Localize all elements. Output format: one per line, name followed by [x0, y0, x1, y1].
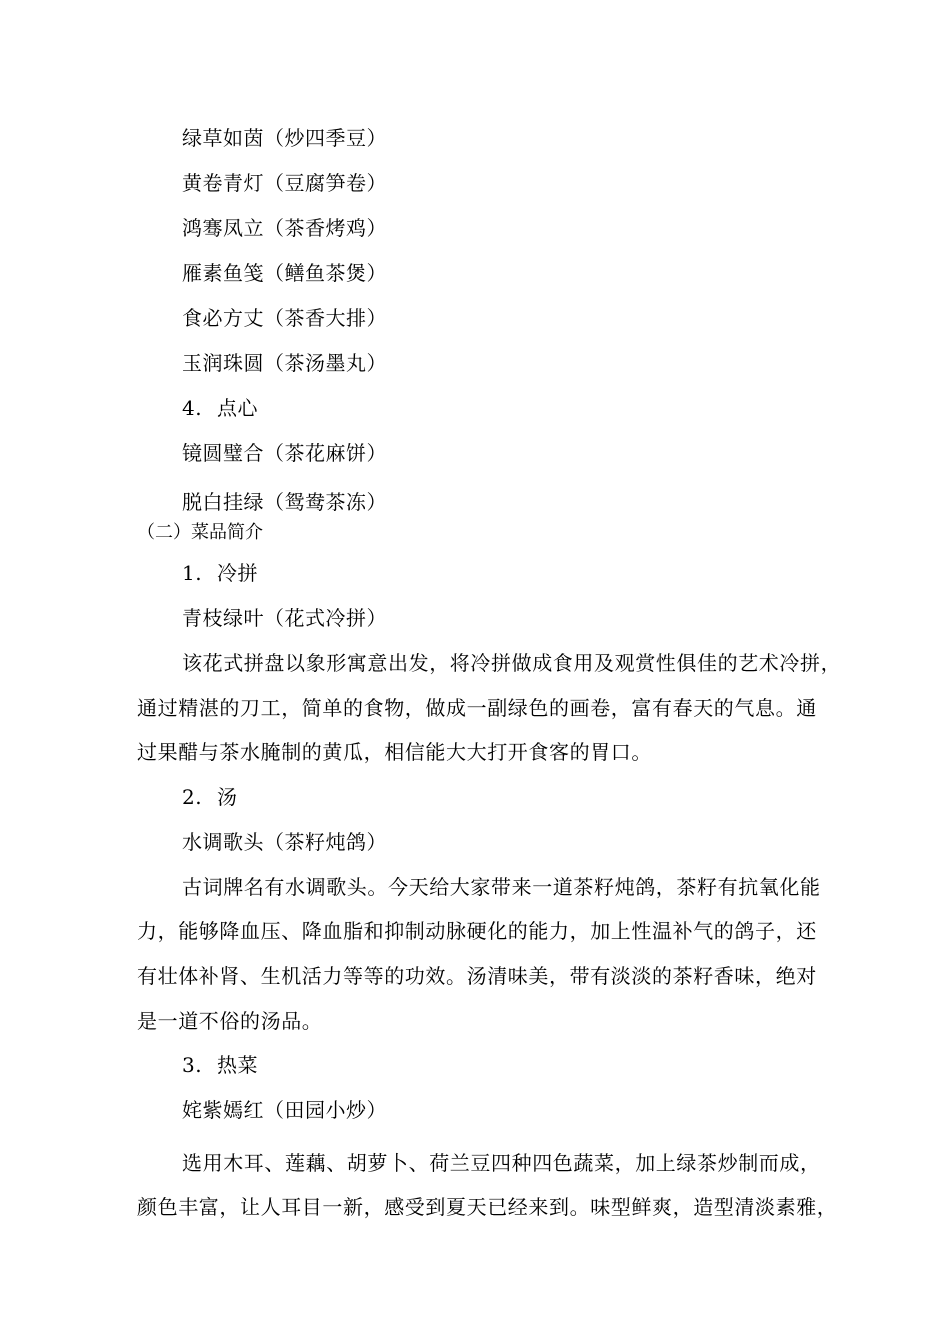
dish-list-item: 鸿骞凤立（茶香烤鸡）	[182, 216, 387, 240]
dish-list-item: 镜圆璧合（茶花麻饼）	[182, 441, 387, 465]
description-line: 选用木耳、莲藕、胡萝卜、荷兰豆四种四色蔬菜，加上绿茶炒制而成，	[182, 1151, 821, 1175]
section-number: 4.	[182, 396, 203, 420]
description-line: 有壮体补肾、生机活力等等的功效。汤清味美，带有淡淡的茶籽香味，绝对	[137, 964, 817, 988]
section-heading-soup	[182, 783, 237, 811]
section-heading-hot	[182, 1051, 258, 1079]
section-heading-dessert	[182, 394, 258, 422]
intro-heading: （二）菜品简介	[137, 522, 263, 543]
dish-list-item: 玉润珠圆（茶汤墨丸）	[182, 351, 387, 375]
description-line: 颜色丰富，让人耳目一新，感受到夏天已经来到。味型鲜爽，造型清淡素雅，	[137, 1195, 838, 1219]
section-title: 点心	[216, 396, 258, 420]
section-title: 冷拼	[216, 561, 258, 585]
section-number: 1.	[182, 561, 203, 585]
section-number: 3.	[182, 1053, 203, 1077]
description-line: 通过精湛的刀工，简单的食物，做成一副绿色的画卷，富有春天的气息。通	[137, 696, 817, 720]
section-heading-cold	[182, 559, 258, 587]
section-title: 汤	[216, 785, 238, 809]
description-line: 古词牌名有水调歌头。今天给大家带来一道茶籽炖鸽，茶籽有抗氧化能	[182, 875, 821, 899]
dish-list-item: 食必方丈（茶香大排）	[182, 306, 387, 330]
dish-name: 水调歌头（茶籽炖鸽）	[182, 830, 387, 854]
dish-list-item: 绿草如茵（炒四季豆）	[182, 126, 387, 150]
dish-name: 姹紫嫣红（田园小炒）	[182, 1098, 387, 1122]
section-title: 热菜	[216, 1053, 258, 1077]
section-number: 2.	[182, 785, 203, 809]
dish-list-item: 雁素鱼笺（鳝鱼茶煲）	[182, 261, 387, 285]
dish-list-item: 脱白挂绿（鸳鸯茶冻）	[182, 490, 387, 514]
description-line: 是一道不俗的汤品。	[137, 1009, 323, 1033]
description-line: 力，能够降血压、降血脂和抑制动脉硬化的能力，加上性温补气的鸽子，还	[137, 919, 817, 943]
dish-name: 青枝绿叶（花式冷拼）	[182, 606, 387, 630]
dish-list-item: 黄卷青灯（豆腐笋卷）	[182, 171, 387, 195]
description-line: 该花式拼盘以象形寓意出发，将冷拼做成食用及观赏性俱佳的艺术冷拼，	[182, 651, 842, 675]
description-line: 过果醋与茶水腌制的黄瓜，相信能大大打开食客的胃口。	[137, 740, 652, 764]
